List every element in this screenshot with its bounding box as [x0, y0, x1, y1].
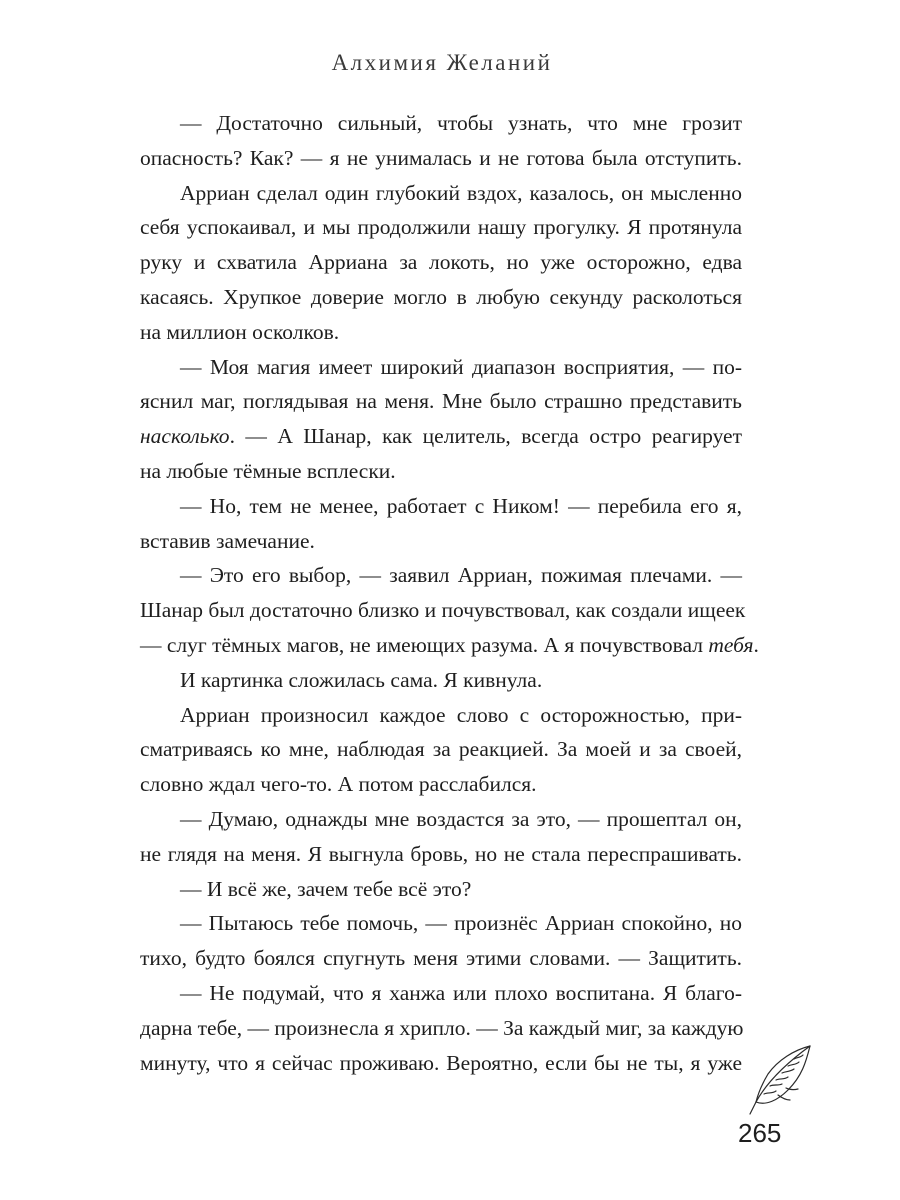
text-line: словно ждал чего-то. А потом расслабился. — [140, 772, 537, 797]
text-line: — И всё же, зачем тебе всё это? — [180, 876, 472, 901]
text-line: вставив замечание. — [140, 528, 315, 553]
text-line: — Моя магия имеет широкий диапазон восприятия, — по- — [180, 354, 742, 379]
text-line — [140, 419, 742, 454]
text-line: не глядя на меня. Я выгнула бровь, но не стала переспрашивать. — [140, 841, 742, 866]
text-line: касаясь. Хрупкое доверие могло в любую секунду расколоться — [140, 284, 742, 309]
text-line: — Пытаюсь тебе помочь, — произнёс Арриан спокойно, но — [180, 911, 742, 936]
text-line: себя успокаивал, и мы продолжили нашу прогулку. Я протянула — [140, 215, 742, 240]
text-line: — Это его выбор, — заявил Арриан, пожимая плечами. — — [180, 563, 742, 588]
text-line: сматриваясь ко мне, наблюдая за реакцией. За моей и за своей, — [140, 737, 742, 762]
page-number: 265 — [738, 1118, 782, 1148]
text-line: — Думаю, однажды мне воздастся за это, — прошептал он, — [180, 806, 742, 831]
text-line: яснил маг, поглядывая на меня. Мне было страшно представить — [140, 389, 742, 414]
text-line: — Достаточно сильный, чтобы узнать, что мне грозит — [180, 111, 742, 135]
running-head-title: Алхимия Желаний — [331, 50, 553, 75]
text-line: на любые тёмные всплески. — [140, 458, 396, 483]
text-line: опасность? Как? — я не унималась и не готова была отступить. — [140, 145, 742, 170]
text-line: Арриан сделал один глубокий вздох, казалось, он мысленно — [180, 180, 742, 205]
text-line: минуту, что я сейчас проживаю. Вероятно, если бы не ты, я уже — [140, 1050, 742, 1075]
text-line — [140, 628, 759, 663]
body-text — [140, 106, 759, 1080]
text-line: — Но, тем не менее, работает с Ником! — перебила его я, — [180, 493, 742, 518]
emphasis-text: тебя — [708, 632, 754, 657]
text-line: дарна тебе, — произнесла я хрипло. — За каждый миг, за каждую — [140, 1015, 744, 1040]
text-line: тихо, будто боялся спугнуть меня этими словами. — Защитить. — [140, 946, 742, 971]
text-line: на миллион осколков. — [140, 319, 340, 344]
text-line: И картинка сложилась сама. Я кивнула. — [180, 667, 543, 692]
text-line: руку и схватила Арриана за локоть, но уже осторожно, едва — [140, 250, 742, 275]
text-fragment: — слуг тёмных магов, не имеющих разума. А я почувствовал — [140, 632, 703, 657]
text-line: Арриан произносил каждое слово с осторожностью, при- — [180, 702, 742, 727]
text-fragment: . — [753, 632, 759, 657]
emphasis-text: насколько — [140, 424, 230, 449]
feather-icon — [748, 1040, 820, 1118]
text-line: Шанар был достаточно близко и почувствовал, как создали ищеек — [140, 598, 746, 623]
text-line: — Не подумай, что я ханжа или плохо воспитана. Я благо- — [180, 980, 742, 1005]
text-fragment: . — А Шанар, как целитель, всегда остро реагирует — [229, 424, 742, 449]
